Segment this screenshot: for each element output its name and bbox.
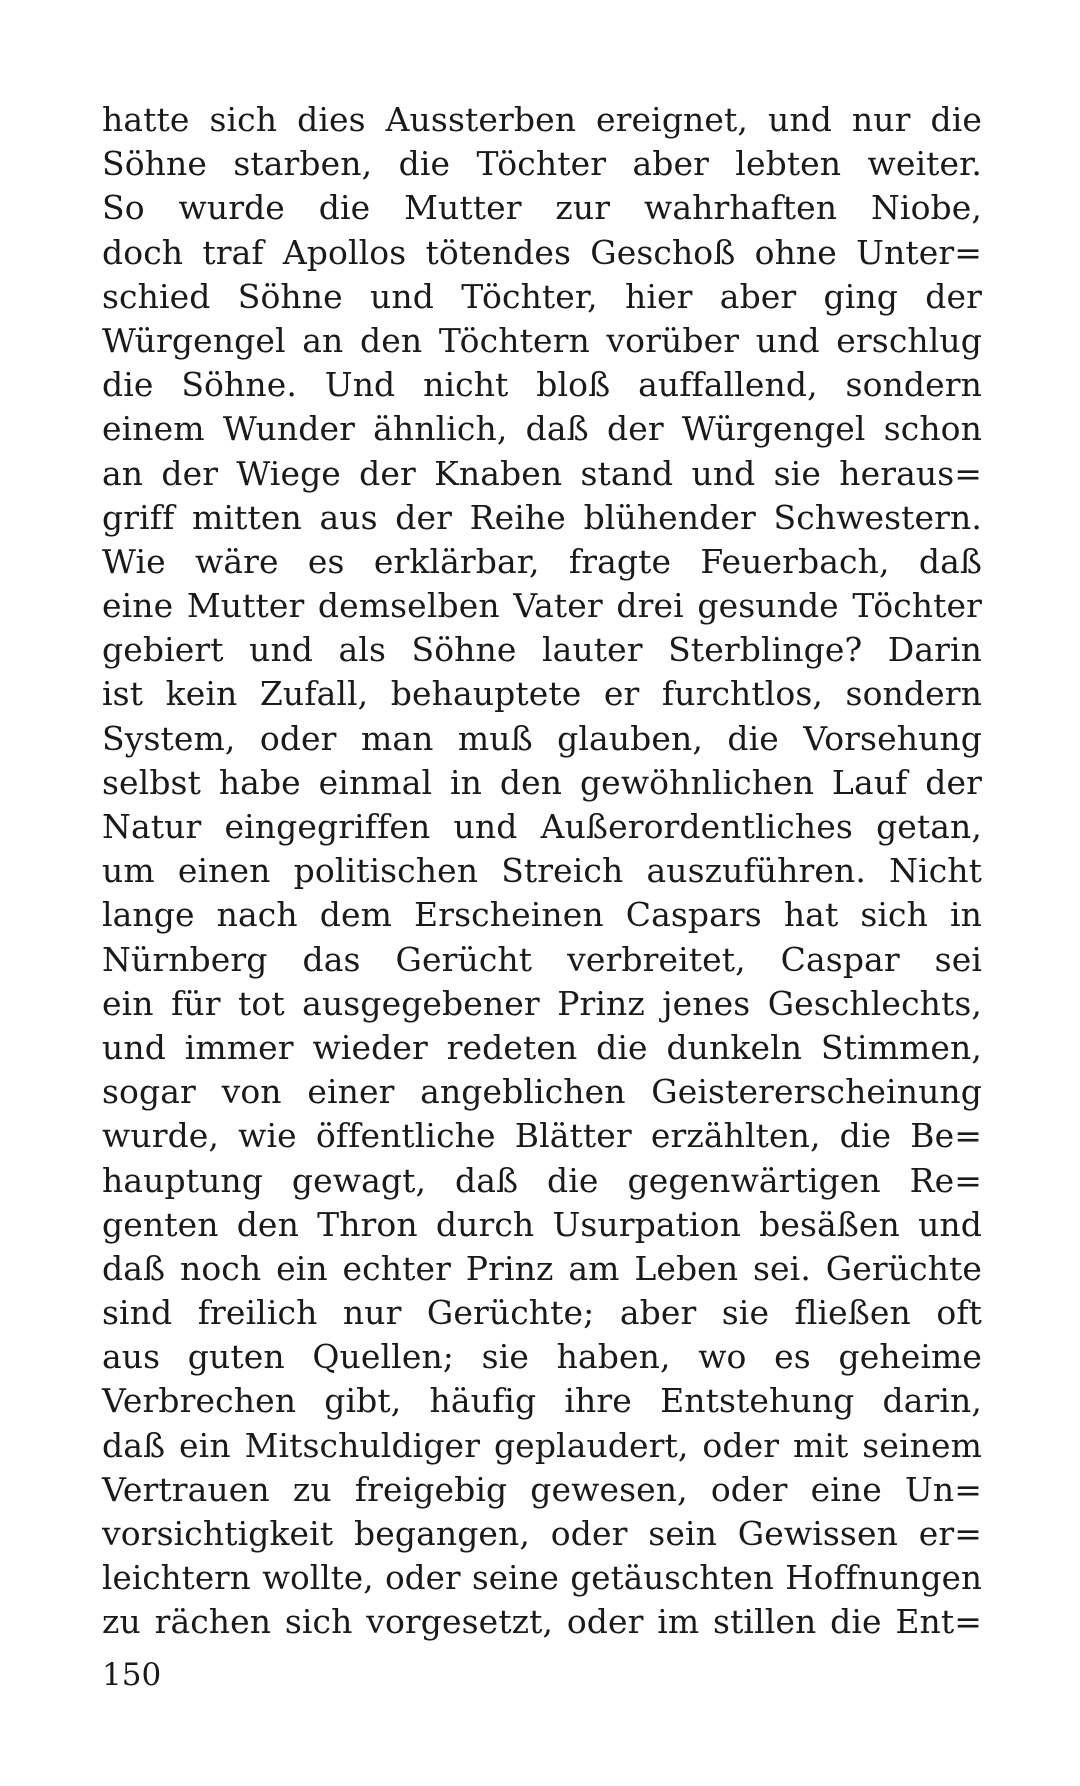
text-line: Vertrauen zu freigebig gewesen, oder eine Un= bbox=[102, 1469, 982, 1509]
text-line: gebiert und als Söhne lauter Sterblinge? Darin bbox=[102, 630, 982, 670]
text-line: vorsichtigkeit begangen, oder sein Gewissen er= bbox=[102, 1514, 982, 1553]
text-line: daß noch ein echter Prinz am Leben sei. Gerüchte bbox=[102, 1248, 982, 1288]
text-line: System, oder man muß glauben, die Vorsehung bbox=[102, 718, 982, 758]
text-line: leichtern wollte, oder seine getäuschten Hoffnungen bbox=[102, 1559, 982, 1598]
text-line: lange nach dem Erscheinen Caspars hat sich in bbox=[102, 895, 982, 935]
text-line: selbst habe einmal in den gewöhnlichen Lauf der bbox=[102, 762, 982, 802]
text-line: Söhne starben, die Töchter aber lebten weiter. bbox=[102, 144, 982, 184]
text-line: Wie wäre es erklärbar, fragte Feuerbach, daß bbox=[102, 541, 982, 581]
text-line: doch traf Apollos tötendes Geschoß ohne Unter= bbox=[102, 232, 982, 272]
text-line: und immer wieder redeten die dunkeln Stimmen, bbox=[102, 1027, 982, 1067]
text-line: ist kein Zufall, behauptete er furchtlos, sondern bbox=[102, 674, 982, 714]
text-line: ein für tot ausgegebener Prinz jenes Geschlechts, bbox=[102, 983, 982, 1023]
text-line: um einen politischen Streich auszuführen. Nicht bbox=[102, 851, 982, 891]
text-line: wurde, wie öffentliche Blätter erzählten, die Be= bbox=[102, 1116, 982, 1156]
text-line: die Söhne. Und nicht bloß auffallend, sondern bbox=[102, 365, 982, 405]
text-line: schied Söhne und Töchter, hier aber ging der bbox=[102, 276, 982, 316]
text-line: griff mitten aus der Reihe blühender Schwestern. bbox=[102, 497, 982, 537]
text-line: Nürnberg das Gerücht verbreitet, Caspar sei bbox=[102, 939, 982, 979]
text-line: aus guten Quellen; sie haben, wo es geheime bbox=[102, 1337, 982, 1377]
text-line: daß ein Mitschuldiger geplaudert, oder mit seinem bbox=[102, 1425, 982, 1465]
text-line: an der Wiege der Knaben stand und sie heraus= bbox=[102, 453, 982, 493]
text-line: hauptung gewagt, daß die gegenwärtigen Re= bbox=[102, 1160, 982, 1200]
body-text bbox=[102, 98, 982, 1645]
text-line: Natur eingegriffen und Außerordentliches getan, bbox=[102, 807, 982, 846]
text-line: hatte sich dies Aussterben ereignet, und nur die bbox=[102, 100, 982, 139]
text-line: So wurde die Mutter zur wahrhaften Niobe, bbox=[102, 188, 982, 228]
text-line: Verbrechen gibt, häufig ihre Entstehung darin, bbox=[102, 1381, 982, 1421]
page-number: 150 bbox=[102, 1657, 162, 1693]
text-line: sogar von einer angeblichen Geistererscheinung bbox=[102, 1072, 982, 1112]
text-line: zu rächen sich vorgesetzt, oder im stillen die Ent= bbox=[102, 1602, 982, 1642]
text-line: Würgengel an den Töchtern vorüber und erschlug bbox=[102, 320, 982, 360]
text-line: eine Mutter demselben Vater drei gesunde Töchter bbox=[102, 586, 982, 626]
text-line: genten den Thron durch Usurpation besäßen und bbox=[102, 1204, 982, 1244]
text-line: sind freilich nur Gerüchte; aber sie fließen oft bbox=[102, 1293, 982, 1333]
text-line: einem Wunder ähnlich, daß der Würgengel schon bbox=[102, 409, 982, 449]
